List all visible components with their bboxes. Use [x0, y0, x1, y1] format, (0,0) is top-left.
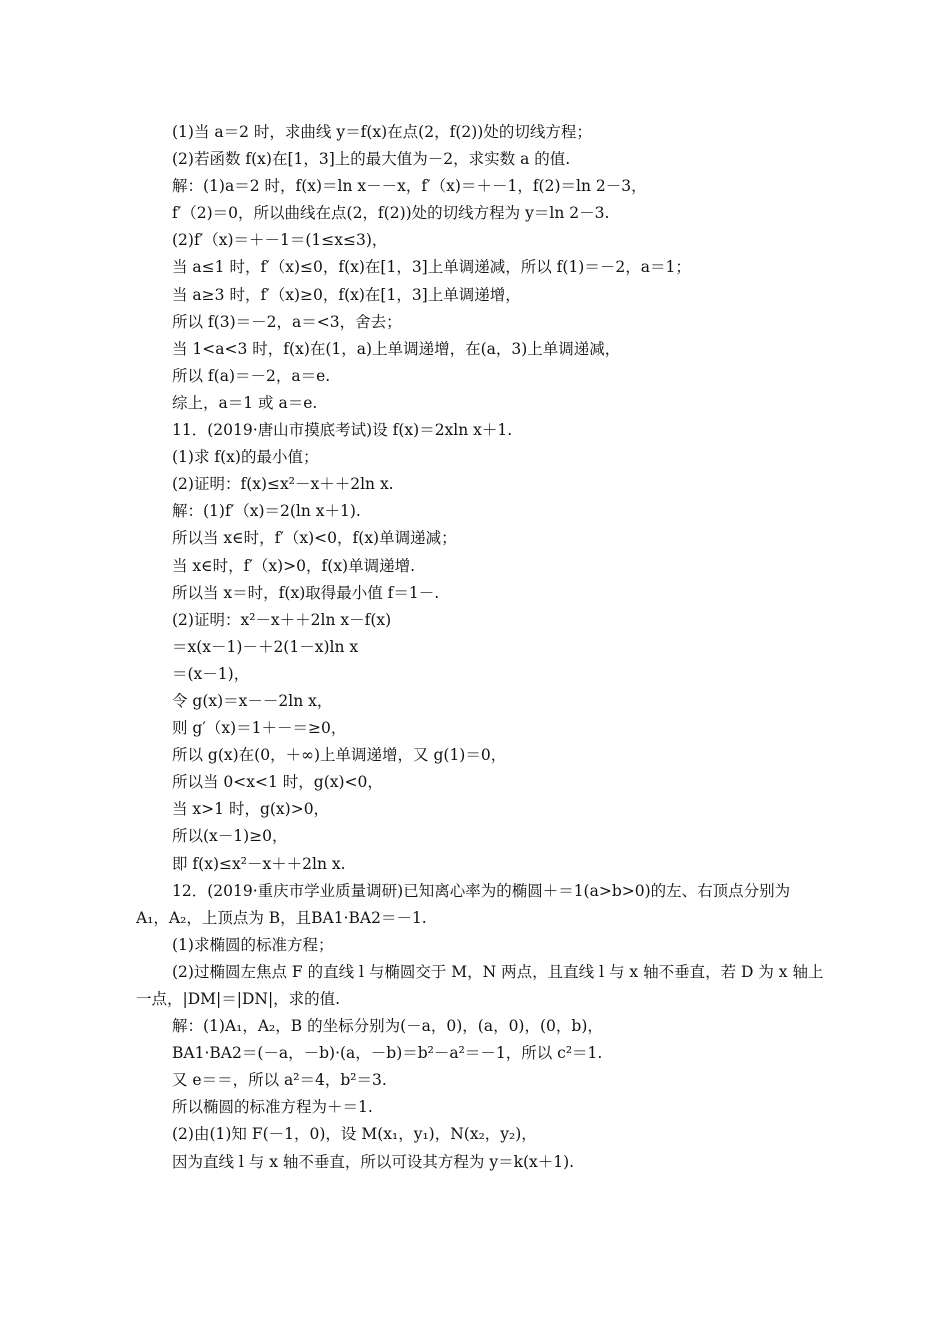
- text-line: 则 g′（x)＝1＋－＝≥0，: [172, 719, 347, 738]
- text-line: 当 a≤1 时，f′（x)≤0，f(x)在[1，3]上单调递减，所以 f(1)＝－2，a＝1；: [172, 258, 691, 277]
- text-line: BA1·BA2＝(－a，－b)·(a，－b)＝b²－a²＝－1，所以 c²＝1.: [172, 1044, 603, 1063]
- text-line: 解：(1)f′（x)＝2(ln x＋1).: [172, 502, 361, 521]
- text-line: ＝x(x－1)－＋2(1－x)ln x: [172, 637, 359, 656]
- text-line: 又 e＝＝，所以 a²＝4，b²＝3.: [172, 1071, 387, 1090]
- text-line: (2)f′（x)＝＋－1＝(1≤x≤3)，: [172, 231, 388, 250]
- text-line: (1)当 a＝2 时，求曲线 y＝f(x)在点(2，f(2))处的切线方程；: [172, 123, 592, 141]
- text-line: (1)求 f(x)的最小值；: [172, 448, 319, 467]
- text-line: (2)若函数 f(x)在[1，3]上的最大值为－2，求实数 a 的值.: [172, 150, 571, 169]
- text-line: (2)由(1)知 F(－1，0)，设 M(x₁，y₁)，N(x₂，y₂)，: [172, 1125, 537, 1144]
- text-line: 所以当 x＝时，f(x)取得最小值 f＝1－.: [172, 583, 440, 602]
- text-line: 所以当 0<x<1 时，g(x)<0，: [172, 773, 383, 792]
- text-line: ＝(x－1)，: [172, 664, 250, 683]
- text-line: 因为直线 l 与 x 轴不垂直，所以可设其方程为 y＝k(x＋1).: [172, 1152, 575, 1171]
- text-line: 解：(1)a＝2 时，f(x)＝ln x－－x，f′（x)＝＋－1，f(2)＝ln 2－3，: [172, 177, 647, 196]
- text-line: 所以 g(x)在(0，＋∞)上单调递增，又 g(1)＝0，: [172, 746, 507, 765]
- text-line: 令 g(x)＝x－－2ln x，: [172, 691, 333, 710]
- text-line: (1)求椭圆的标准方程；: [172, 935, 334, 954]
- text-line: 综上，a＝1 或 a＝e.: [172, 393, 318, 412]
- text-line: 当 a≥3 时，f′（x)≥0，f(x)在[1，3]上单调递增，: [172, 285, 521, 304]
- text-line: 11．(2019·唐山市摸底考试)设 f(x)＝2xln x＋1.: [172, 421, 513, 440]
- document-body: [136, 119, 826, 1176]
- text-line: 所以当 x∈时，f′（x)<0，f(x)单调递减；: [172, 529, 457, 548]
- text-line: 当 x>1 时，g(x)>0，: [172, 800, 330, 819]
- text-line: 当 1<a<3 时，f(x)在(1，a)上单调递增，在(a，3)上单调递减，: [172, 339, 621, 358]
- text-line: 解：(1)A₁，A₂，B 的坐标分别为(－a，0)，(a，0)，(0，b)，: [172, 1017, 603, 1036]
- text-line: (2)证明：f(x)≤x²－x＋＋2ln x.: [172, 475, 394, 494]
- text-line: 所以椭圆的标准方程为＋＝1.: [172, 1098, 373, 1117]
- text-line: 所以 f(3)＝－2，a＝<3，舍去；: [172, 312, 402, 331]
- text-line: f′（2)＝0，所以曲线在点(2，f(2))处的切线方程为 y＝ln 2－3.: [172, 204, 610, 223]
- text-line: (2)证明：x²－x＋＋2ln x－f(x): [172, 610, 392, 629]
- text-line: 所以(x－1)≥0，: [172, 827, 288, 846]
- text-line: 当 x∈时，f′（x)>0，f(x)单调递增.: [172, 556, 416, 575]
- text-line: 12．(2019·重庆市学业质量调研)已知离心率为的椭圆＋＝1(a>b>0)的左、右顶点分别为 A₁，A₂，上顶点为 B，且BA1·BA2＝－1.: [136, 881, 791, 927]
- text-line: (2)过椭圆左焦点 F 的直线 l 与椭圆交于 M，N 两点，且直线 l 与 x 轴不垂直，若 D 为 x 轴上一点，|DM|＝|DN|，求的值.: [136, 962, 824, 1008]
- text-line: 即 f(x)≤x²－x＋＋2ln x.: [172, 854, 346, 873]
- text-line: 所以 f(a)＝－2，a＝e.: [172, 366, 331, 385]
